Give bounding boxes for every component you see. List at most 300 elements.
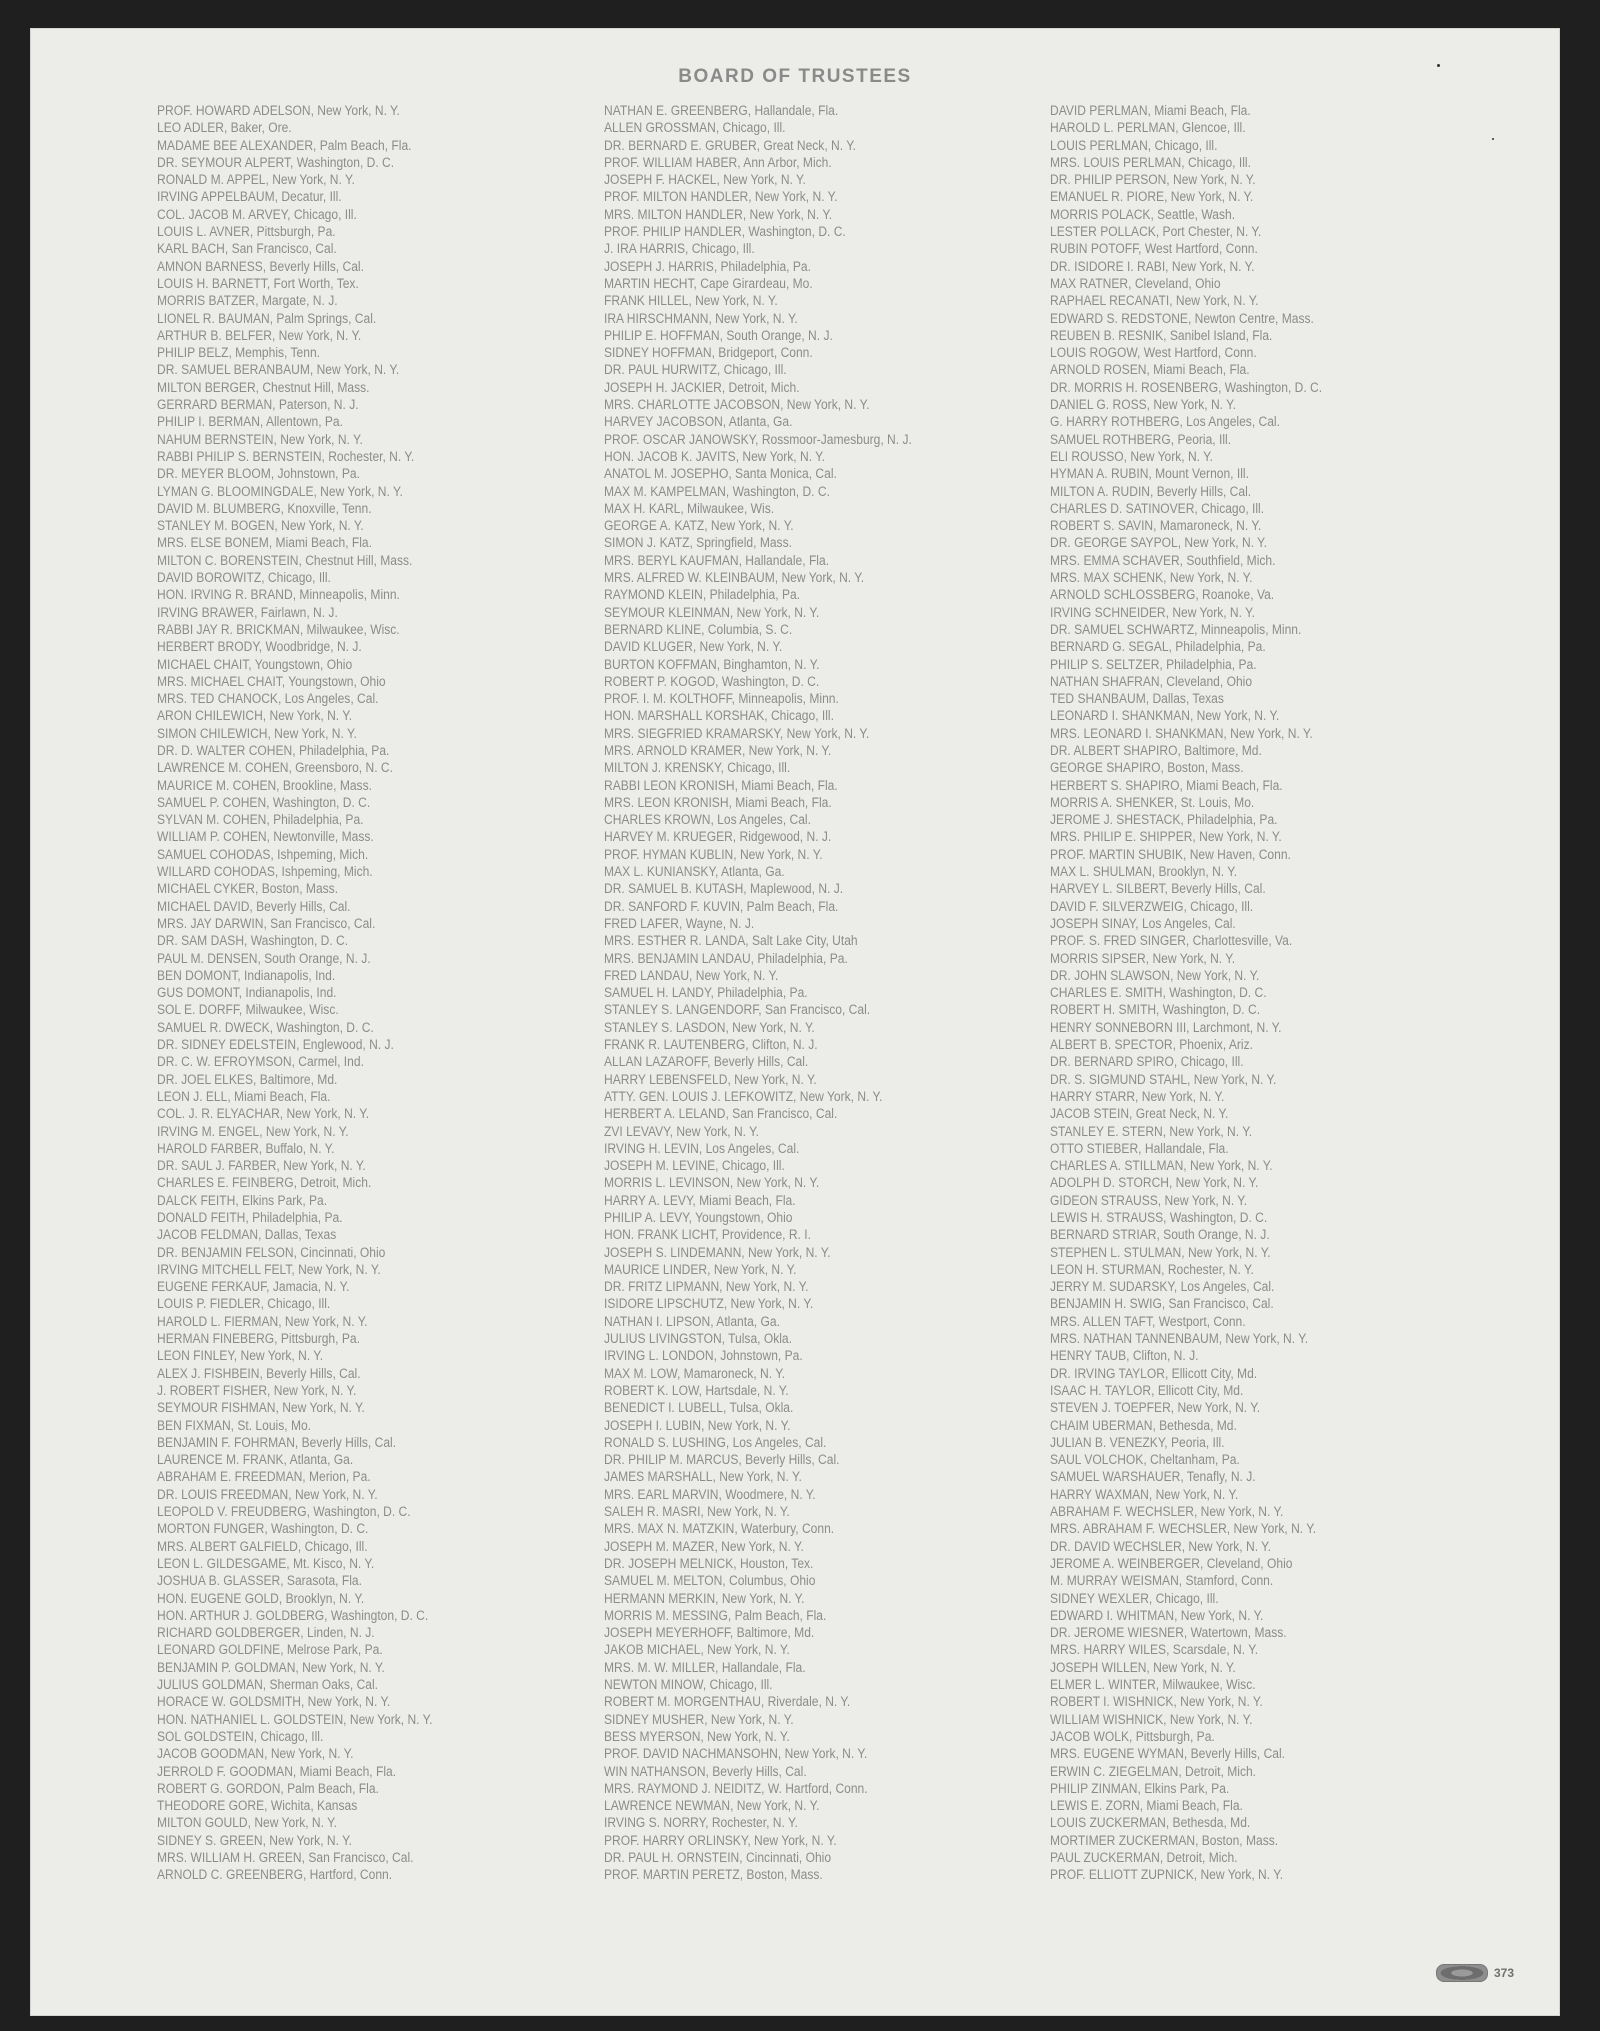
trustee-entry: ROBERT G. GORDON, Palm Beach, Fla. [157,1780,379,1796]
trustee-entry: JEROME A. WEINBERGER, Cleveland, Ohio [1050,1555,1293,1571]
trustee-entry: EUGENE FERKAUF, Jamacia, N. Y. [157,1279,350,1295]
trustee-entry: NATHAN I. LIPSON, Atlanta, Ga. [604,1313,780,1329]
trustee-entry: BENJAMIN H. SWIG, San Francisco, Cal. [1050,1296,1274,1312]
trustee-entry: NATHAN E. GREENBERG, Hallandale, Fla. [604,103,839,118]
trustee-entry: SALEH R. MASRI, New York, N. Y. [604,1504,790,1520]
trustee-entry: MRS. PHILIP E. SHIPPER, New York, N. Y. [1050,829,1282,845]
trustee-entry: CHARLES E. SMITH, Washington, D. C. [1050,985,1267,1001]
trustee-entry: DR. JOEL ELKES, Baltimore, Md. [157,1071,338,1087]
trustee-entry: CHAIM UBERMAN, Bethesda, Md. [1050,1417,1237,1433]
trustee-entry: HAROLD FARBER, Buffalo, N. Y. [157,1140,335,1156]
trustee-entry: ELMER L. WINTER, Milwaukee, Wisc. [1050,1677,1256,1693]
trustee-entry: ARTHUR B. BELFER, New York, N. Y. [157,327,362,343]
trustee-entry: IRVING S. NORRY, Rochester, N. Y. [604,1815,798,1831]
trustee-entry: LEON H. STURMAN, Rochester, N. Y. [1050,1261,1254,1277]
trustee-entry: WILLARD COHODAS, Ishpeming, Mich. [157,864,373,880]
trustee-entry: IRVING BRAWER, Fairlawn, N. J. [157,604,338,620]
trustee-entry: MRS. TED CHANOCK, Los Angeles, Cal. [157,691,379,707]
trustee-entry: ROBERT K. LOW, Hartsdale, N. Y. [604,1382,789,1398]
trustee-entry: DR. C. W. EFROYMSON, Carmel, Ind. [157,1054,364,1070]
trustee-entry: BENJAMIN F. FOHRMAN, Beverly Hills, Cal. [157,1434,397,1450]
trustee-entry: ANATOL M. JOSEPHO, Santa Monica, Cal. [604,466,837,482]
trustee-entry: PROF. ELLIOTT ZUPNICK, New York, N. Y. [1050,1867,1284,1883]
trustee-entry: RUBIN POTOFF, West Hartford, Conn. [1050,241,1258,257]
trustee-entry: DAVID M. BLUMBERG, Knoxville, Tenn. [157,500,372,516]
trustee-entry: STEVEN J. TOEPFER, New York, N. Y. [1050,1400,1261,1416]
trustee-entry: DR. SANFORD F. KUVIN, Palm Beach, Fla. [604,898,839,914]
trustee-entry: HENRY TAUB, Clifton, N. J. [1050,1348,1199,1364]
trustee-entry: CHARLES KROWN, Los Angeles, Cal. [604,812,811,828]
trustee-entry: RICHARD GOLDBERGER, Linden, N. J. [157,1625,375,1641]
trustee-entry: MRS. MAX N. MATZKIN, Waterbury, Conn. [604,1521,835,1537]
trustee-entry: IRVING M. ENGEL, New York, N. Y. [157,1123,349,1139]
trustee-entry: HERBERT BRODY, Woodbridge, N. J. [157,639,362,655]
trustee-entry: IRVING SCHNEIDER, New York, N. Y. [1050,604,1255,620]
trustee-entry: HERBERT A. LELAND, San Francisco, Cal. [604,1106,838,1122]
page-number: 373 [1493,1966,1514,1980]
trustee-entry: HON. ARTHUR J. GOLDBERG, Washington, D. C. [157,1607,429,1623]
trustee-entry: WILLIAM P. COHEN, Newtonville, Mass. [157,829,374,845]
trustee-entry: HARRY A. LEVY, Miami Beach, Fla. [604,1192,796,1208]
trustee-entry: PHILIP I. BERMAN, Allentown, Pa. [157,414,343,430]
trustee-entry: HARRY STARR, New York, N. Y. [1050,1088,1225,1104]
trustee-entry: GEORGE SHAPIRO, Boston, Mass. [1050,760,1244,776]
trustee-entry: JERROLD F. GOODMAN, Miami Beach, Fla. [157,1763,397,1779]
trustee-entry: LEWIS H. STRAUSS, Washington, D. C. [1050,1210,1268,1225]
trustee-entry: DR. SIDNEY EDELSTEIN, Englewood, N. J. [157,1037,394,1053]
trustee-entry: ROBERT I. WISHNICK, New York, N. Y. [1050,1694,1263,1710]
trustee-entry: SAMUEL ROTHBERG, Peoria, Ill. [1050,431,1232,447]
trustee-entry: HON. JACOB K. JAVITS, New York, N. Y. [604,448,826,464]
trustee-entry: MRS. LEON KRONISH, Miami Beach, Fla. [604,794,832,810]
trustee-entry: HAROLD L. FIERMAN, New York, N. Y. [157,1313,368,1329]
trustee-entry: ATTY. GEN. LOUIS J. LEFKOWITZ, New York, N. Y. [604,1088,883,1104]
trustee-entry: NAHUM BERNSTEIN, New York, N. Y. [157,431,363,447]
trustee-entry: DR. PHILIP PERSON, New York, N. Y. [1050,172,1256,188]
trustee-entry: CHARLES A. STILLMAN, New York, N. Y. [1050,1158,1273,1174]
trustee-entry: RABBI LEON KRONISH, Miami Beach, Fla. [604,777,838,793]
trustee-entry: SIMON CHILEWICH, New York, N. Y. [157,725,357,741]
trustee-entry: MRS. EARL MARVIN, Woodmere, N. Y. [604,1486,816,1502]
trustee-entry: JERRY M. SUDARSKY, Los Angeles, Cal. [1050,1279,1275,1295]
trustee-entry: MRS. NATHAN TANNENBAUM, New York, N. Y. [1050,1331,1309,1347]
trustee-entry: PROF. OSCAR JANOWSKY, Rossmoor-Jamesburg, N. J. [604,431,912,447]
trustee-entry: MRS. ESTHER R. LANDA, Salt Lake City, Utah [604,933,858,949]
trustee-entry: MRS. WILLIAM H. GREEN, San Francisco, Cal. [157,1849,414,1865]
page-title: BOARD OF TRUSTEES [678,66,912,87]
trustee-entry: SAUL VOLCHOK, Cheltanham, Pa. [1050,1452,1240,1468]
trustee-entry: DR. MEYER BLOOM, Johnstown, Pa. [157,466,360,482]
trustee-entry: PROF. MILTON HANDLER, New York, N. Y. [604,189,838,205]
trustee-entry: STEPHEN L. STULMAN, New York, N. Y. [1050,1244,1271,1260]
trustee-entry: LEON L. GILDESGAME, Mt. Kisco, N. Y. [157,1555,375,1571]
trustee-entry: MAX RATNER, Cleveland, Ohio [1050,275,1221,291]
trustee-entry: MRS. ALLEN TAFT, Westport, Conn. [1050,1313,1246,1329]
trustee-entry: DAVID BOROWITZ, Chicago, Ill. [157,570,331,586]
trustee-entry: IRA HIRSCHMANN, New York, N. Y. [604,310,798,326]
trustee-entry: EDWARD I. WHITMAN, New York, N. Y. [1050,1607,1264,1623]
trustee-entry: ISAAC H. TAYLOR, Ellicott City, Md. [1050,1382,1244,1398]
trustee-entry: MAX M. KAMPELMAN, Washington, D. C. [604,483,830,499]
trustee-entry: JOSEPH I. LUBIN, New York, N. Y. [604,1417,791,1433]
trustee-entry: MICHAEL CHAIT, Youngstown, Ohio [157,656,353,672]
trustee-entry: DR. IRVING TAYLOR, Ellicott City, Md. [1050,1365,1258,1381]
trustee-entry: ROBERT M. MORGENTHAU, Riverdale, N. Y. [604,1694,851,1710]
trustee-entry: EMANUEL R. PIORE, New York, N. Y. [1050,189,1254,205]
trustee-entry: JOSEPH WILLEN, New York, N. Y. [1050,1659,1236,1675]
trustee-entry: STANLEY E. STERN, New York, N. Y. [1050,1123,1253,1139]
trustee-entry: MORRIS A. SHENKER, St. Louis, Mo. [1050,794,1255,810]
trustee-entry: PROF. HARRY ORLINSKY, New York, N. Y. [604,1832,837,1848]
trustee-entry: HARVEY M. KRUEGER, Ridgewood, N. J. [604,829,832,845]
trustee-entry: HERMANN MERKIN, New York, N. Y. [604,1590,805,1606]
trustee-column-2 [604,102,946,1884]
trustee-entry: MICHAEL CYKER, Boston, Mass. [157,881,339,897]
trustee-entry: FRED LAFER, Wayne, N. J. [604,915,755,931]
trustee-entry: DONALD FEITH, Philadelphia, Pa. [157,1210,343,1225]
trustee-entry: CHARLES D. SATINOVER, Chicago, Ill. [1050,500,1265,516]
trustee-entry: MRS. EUGENE WYMAN, Beverly Hills, Cal. [1050,1746,1286,1762]
trustee-entry: DR. ALBERT SHAPIRO, Baltimore, Md. [1050,742,1262,758]
trustee-entry: LEO ADLER, Baker, Ore. [157,120,292,136]
trustee-entry: DR. LOUIS FREEDMAN, New York, N. Y. [157,1486,378,1502]
trustee-entry: BEN FIXMAN, St. Louis, Mo. [157,1417,312,1433]
trustee-entry: DR. BENJAMIN FELSON, Cincinnati, Ohio [157,1244,386,1260]
trustee-entry: LAWRENCE NEWMAN, New York, N. Y. [604,1798,820,1814]
trustee-entry: MILTON J. KRENSKY, Chicago, Ill. [604,760,791,776]
trustee-entry: RAPHAEL RECANATI, New York, N. Y. [1050,293,1259,309]
trustee-entry: MRS. LEONARD I. SHANKMAN, New York, N. Y. [1050,725,1313,741]
trustee-entry: SIDNEY MUSHER, New York, N. Y. [604,1711,794,1727]
trustee-entry: LOUIS ROGOW, West Hartford, Conn. [1050,345,1257,361]
trustee-entry: PROF. HOWARD ADELSON, New York, N. Y. [157,103,400,118]
trustee-entry: DR. SAM DASH, Washington, D. C. [157,933,349,949]
trustee-entry: MRS. M. W. MILLER, Hallandale, Fla. [604,1659,806,1675]
trustee-entry: MRS. JAY DARWIN, San Francisco, Cal. [157,915,376,931]
trustee-entry: BERNARD STRIAR, South Orange, N. J. [1050,1227,1270,1243]
trustee-entry: DR. PAUL HURWITZ, Chicago, Ill. [604,362,787,378]
trustee-entry: RABBI JAY R. BRICKMAN, Milwaukee, Wisc. [157,621,400,637]
trustee-entry: BURTON KOFFMAN, Binghamton, N. Y. [604,656,820,672]
trustee-entry: WILLIAM WISHNICK, New York, N. Y. [1050,1711,1253,1727]
trustee-entry: JOSEPH H. JACKIER, Detroit, Mich. [604,379,800,395]
trustee-entry: PAUL ZUCKERMAN, Detroit, Mich. [1050,1849,1238,1865]
trustee-entry: MRS. ABRAHAM F. WECHSLER, New York, N. Y. [1050,1521,1317,1537]
trustee-entry: ARON CHILEWICH, New York, N. Y. [157,708,353,724]
publisher-logo-icon [1436,1964,1488,1982]
trustee-entry: JACOB GOODMAN, New York, N. Y. [157,1746,354,1762]
trustee-entry: ISIDORE LIPSCHUTZ, New York, N. Y. [604,1296,814,1312]
trustee-entry: PROF. MARTIN PERETZ, Boston, Mass. [604,1867,823,1883]
trustee-entry: MRS. BENJAMIN LANDAU, Philadelphia, Pa. [604,950,848,966]
trustee-entry: ROBERT H. SMITH, Washington, D. C. [1050,1002,1261,1018]
trustee-column-1 [157,102,463,1884]
trustee-entry: LOUIS ZUCKERMAN, Bethesda, Md. [1050,1815,1251,1831]
trustee-entry: NEWTON MINOW, Chicago, Ill. [604,1677,773,1693]
trustee-entry: NATHAN SHAFRAN, Cleveland, Ohio [1050,673,1253,689]
trustee-entry: MRS. BERYL KAUFMAN, Hallandale, Fla. [604,552,830,568]
trustee-entry: JACOB WOLK, Pittsburgh, Pa. [1050,1728,1215,1744]
trustee-entry: DR. BERNARD SPIRO, Chicago, Ill. [1050,1054,1244,1070]
trustee-entry: DR. FRITZ LIPMANN, New York, N. Y. [604,1279,809,1295]
trustee-entry: PROF. PHILIP HANDLER, Washington, D. C. [604,224,846,240]
trustee-entry: DR. DAVID WECHSLER, New York, N. Y. [1050,1538,1272,1554]
trustee-entry: LEON FINLEY, New York, N. Y. [157,1348,324,1364]
trustee-entry: DR. SEYMOUR ALPERT, Washington, D. C. [157,154,395,170]
trustee-entry: MRS. MICHAEL CHAIT, Youngstown, Ohio [157,673,386,689]
trustee-entry: HENRY SONNEBORN III, Larchmont, N. Y. [1050,1019,1282,1035]
page-footer [1436,1964,1514,1982]
trustee-entry: PHILIP S. SELTZER, Philadelphia, Pa. [1050,656,1257,672]
trustee-entry: MRS. ARNOLD KRAMER, New York, N. Y. [604,742,832,758]
trustee-entry: BEN DOMONT, Indianapolis, Ind. [157,967,336,983]
trustee-entry: DALCK FEITH, Elkins Park, Pa. [157,1192,328,1208]
trustee-entry: J. IRA HARRIS, Chicago, Ill. [604,241,755,257]
trustee-entry: JACOB FELDMAN, Dallas, Texas [157,1227,337,1243]
trustee-entry: SAMUEL WARSHAUER, Tenafly, N. J. [1050,1469,1256,1485]
trustee-entry: DR. JOSEPH MELNICK, Houston, Tex. [604,1555,814,1571]
trustee-entry: MRS. ELSE BONEM, Miami Beach, Fla. [157,535,372,551]
trustee-entry: OTTO STIEBER, Hallandale, Fla. [1050,1140,1229,1156]
trustee-entry: PROF. MARTIN SHUBIK, New Haven, Conn. [1050,846,1291,862]
trustee-entry: BESS MYERSON, New York, N. Y. [604,1728,790,1744]
trustee-entry: DANIEL G. ROSS, New York, N. Y. [1050,397,1236,413]
trustee-entry: LIONEL R. BAUMAN, Palm Springs, Cal. [157,310,377,326]
trustee-entry: ROBERT P. KOGOD, Washington, D. C. [604,673,820,689]
trustee-entry: BENEDICT I. LUBELL, Tulsa, Okla. [604,1400,794,1416]
trustee-entry: MORRIS L. LEVINSON, New York, N. Y. [604,1175,820,1191]
trustee-entry: DR. SAUL J. FARBER, New York, N. Y. [157,1158,366,1174]
trustee-entry: LEONARD I. SHANKMAN, New York, N. Y. [1050,708,1280,724]
trustee-entry: MADAME BEE ALEXANDER, Palm Beach, Fla. [157,137,412,153]
trustee-entry: LOUIS H. BARNETT, Fort Worth, Tex. [157,275,359,291]
trustee-entry: SAMUEL M. MELTON, Columbus, Ohio [604,1573,816,1589]
trustee-entry: MAX L. KUNIANSKY, Atlanta, Ga. [604,864,785,880]
trustee-entry: LEWIS E. ZORN, Miami Beach, Fla. [1050,1798,1243,1814]
trustee-entry: LESTER POLLACK, Port Chester, N. Y. [1050,224,1262,240]
trustee-entry: HARRY WAXMAN, New York, N. Y. [1050,1486,1239,1502]
trustee-entry: MRS. CHARLOTTE JACOBSON, New York, N. Y. [604,397,870,413]
speck-mark [1437,64,1440,67]
trustee-entry: SAMUEL R. DWECK, Washington, D. C. [157,1019,374,1035]
trustee-entry: PHILIP BELZ, Memphis, Tenn. [157,345,320,361]
trustee-entry: JOSEPH S. LINDEMANN, New York, N. Y. [604,1244,831,1260]
trustee-entry: COL. J. R. ELYACHAR, New York, N. Y. [157,1106,370,1122]
trustee-entry: MRS. HARRY WILES, Scarsdale, N. Y. [1050,1642,1259,1658]
trustee-entry: MORRIS M. MESSING, Palm Beach, Fla. [604,1607,827,1623]
trustee-entry: DR. D. WALTER COHEN, Philadelphia, Pa. [157,742,390,758]
trustee-entry: ABRAHAM F. WECHSLER, New York, N. Y. [1050,1504,1284,1520]
trustee-entry: MRS. SIEGFRIED KRAMARSKY, New York, N. Y. [604,725,870,741]
trustee-entry: DAVID KLUGER, New York, N. Y. [604,639,783,655]
trustee-entry: ALLAN LAZAROFF, Beverly Hills, Cal. [604,1054,809,1070]
trustee-entry: STANLEY S. LASDON, New York, N. Y. [604,1019,815,1035]
trustee-entry: PHILIP E. HOFFMAN, South Orange, N. J. [604,327,833,343]
trustee-entry: PROF. WILLIAM HABER, Ann Arbor, Mich. [604,154,832,170]
trustee-entry: GEORGE A. KATZ, New York, N. Y. [604,518,794,534]
trustee-entry: JOSHUA B. GLASSER, Sarasota, Fla. [157,1573,362,1589]
trustee-entry: HON. FRANK LICHT, Providence, R. I. [604,1227,811,1243]
trustee-entry: SIDNEY HOFFMAN, Bridgeport, Conn. [604,345,813,361]
trustee-entry: LEOPOLD V. FREUDBERG, Washington, D. C. [157,1504,411,1520]
trustee-entry: TED SHANBAUM, Dallas, Texas [1050,691,1224,707]
trustee-entry: DR. SAMUEL SCHWARTZ, Minneapolis, Minn. [1050,621,1302,637]
trustee-entry: MORRIS POLACK, Seattle, Wash. [1050,206,1236,222]
trustee-entry: PROF. DAVID NACHMANSOHN, New York, N. Y. [604,1746,868,1762]
trustee-entry: ADOLPH D. STORCH, New York, N. Y. [1050,1175,1259,1191]
trustee-entry: ABRAHAM E. FREEDMAN, Merion, Pa. [157,1469,371,1485]
trustee-entry: SAMUEL COHODAS, Ishpeming, Mich. [157,846,369,862]
trustee-entry: HARRY LEBENSFELD, New York, N. Y. [604,1071,817,1087]
trustee-entry: JULIAN B. VENEZKY, Peoria, Ill. [1050,1434,1225,1450]
trustee-entry: GUS DOMONT, Indianapolis, Ind. [157,985,337,1001]
trustee-entry: DR. ISIDORE I. RABI, New York, N. Y. [1050,258,1255,274]
trustee-entry: PHILIP A. LEVY, Youngstown, Ohio [604,1210,793,1225]
trustee-entry: SOL GOLDSTEIN, Chicago, Ill. [157,1728,324,1744]
trustee-entry: DR. S. SIGMUND STAHL, New York, N. Y. [1050,1071,1277,1087]
trustee-entry: AMNON BARNESS, Beverly Hills, Cal. [157,258,364,274]
trustee-entry: CHARLES E. FEINBERG, Detroit, Mich. [157,1175,372,1191]
trustee-entry: MORTON FUNGER, Washington, D. C. [157,1521,369,1537]
trustee-entry: JOSEPH MEYERHOFF, Baltimore, Md. [604,1625,815,1641]
trustee-entry: DR. BERNARD E. GRUBER, Great Neck, N. Y. [604,137,857,153]
trustee-entry: SIMON J. KATZ, Springfield, Mass. [604,535,792,551]
trustee-entry: DAVID F. SILVERZWEIG, Chicago, Ill. [1050,898,1254,914]
trustee-entry: HAROLD L. PERLMAN, Glencoe, Ill. [1050,120,1246,136]
trustee-entry: JEROME J. SHESTACK, Philadelphia, Pa. [1050,812,1278,828]
trustee-entry: DR. SAMUEL BERANBAUM, New York, N. Y. [157,362,400,378]
trustee-entry: MARTIN HECHT, Cape Girardeau, Mo. [604,275,813,291]
trustee-entry: DAVID PERLMAN, Miami Beach, Fla. [1050,103,1251,118]
trustee-entry: M. MURRAY WEISMAN, Stamford, Conn. [1050,1573,1274,1589]
trustee-entry: MRS. RAYMOND J. NEIDITZ, W. Hartford, Conn. [604,1780,868,1796]
trustee-entry: DR. SAMUEL B. KUTASH, Maplewood, N. J. [604,881,844,897]
trustee-entry: WIN NATHANSON, Beverly Hills, Cal. [604,1763,807,1779]
trustee-entry: HYMAN A. RUBIN, Mount Vernon, Ill. [1050,466,1249,482]
trustee-entry: PROF. I. M. KOLTHOFF, Minneapolis, Minn. [604,691,839,707]
speck-mark [1492,138,1494,140]
trustee-entry: ALBERT B. SPECTOR, Phoenix, Ariz. [1050,1037,1253,1053]
trustee-entry: DR. PAUL H. ORNSTEIN, Cincinnati, Ohio [604,1849,832,1865]
trustee-entry: LAWRENCE M. COHEN, Greensboro, N. C. [157,760,393,776]
trustee-entry: JAKOB MICHAEL, New York, N. Y. [604,1642,790,1658]
trustee-entry: HERBERT S. SHAPIRO, Miami Beach, Fla. [1050,777,1283,793]
trustee-entry: MRS. MILTON HANDLER, New York, N. Y. [604,206,833,222]
trustee-entry: JOSEPH J. HARRIS, Philadelphia, Pa. [604,258,811,274]
trustee-entry: HON. IRVING R. BRAND, Minneapolis, Minn. [157,587,400,603]
trustee-entry: SEYMOUR FISHMAN, New York, N. Y. [157,1400,365,1416]
trustee-entry: DR. GEORGE SAYPOL, New York, N. Y. [1050,535,1268,551]
trustee-entry: SAMUEL P. COHEN, Washington, D. C. [157,794,371,810]
trustee-entry: BERNARD G. SEGAL, Philadelphia, Pa. [1050,639,1266,655]
trustee-entry: ROBERT S. SAVIN, Mamaroneck, N. Y. [1050,518,1262,534]
trustee-entry: GERRARD BERMAN, Paterson, N. J. [157,397,359,413]
trustee-entry: BENJAMIN P. GOLDMAN, New York, N. Y. [157,1659,385,1675]
trustee-entry: PHILIP ZINMAN, Elkins Park, Pa. [1050,1780,1230,1796]
trustee-entry: JOSEPH M. MAZER, New York, N. Y. [604,1538,804,1554]
trustee-entry: MILTON A. RUDIN, Beverly Hills, Cal. [1050,483,1252,499]
trustee-entry: JACOB STEIN, Great Neck, N. Y. [1050,1106,1229,1122]
trustee-entry: MORTIMER ZUCKERMAN, Boston, Mass. [1050,1832,1279,1848]
trustee-entry: REUBEN B. RESNIK, Sanibel Island, Fla. [1050,327,1273,343]
trustee-entry: ARNOLD C. GREENBERG, Hartford, Conn. [157,1867,393,1883]
trustee-entry: EDWARD S. REDSTONE, Newton Centre, Mass. [1050,310,1314,326]
trustee-entry: MAURICE M. COHEN, Brookline, Mass. [157,777,372,793]
trustee-entry: IRVING MITCHELL FELT, New York, N. Y. [157,1261,381,1277]
trustee-entry: PROF. S. FRED SINGER, Charlottesville, Va. [1050,933,1293,949]
trustee-entry: FRANK R. LAUTENBERG, Clifton, N. J. [604,1037,818,1053]
trustee-entry: ALLEN GROSSMAN, Chicago, Ill. [604,120,786,136]
trustee-entry: MILTON BERGER, Chestnut Hill, Mass. [157,379,370,395]
trustee-entry: JULIUS GOLDMAN, Sherman Oaks, Cal. [157,1677,379,1693]
trustee-entry: LOUIS L. AVNER, Pittsburgh, Pa. [157,224,336,240]
trustee-entry: FRANK HILLEL, New York, N. Y. [604,293,778,309]
trustee-entry: STANLEY S. LANGENDORF, San Francisco, Cal. [604,1002,871,1018]
trustee-entry: RONALD M. APPEL, New York, N. Y. [157,172,355,188]
trustee-entry: ZVI LEVAVY, New York, N. Y. [604,1123,759,1139]
trustee-entry: LAURENCE M. FRANK, Atlanta, Ga. [157,1452,354,1468]
trustee-entry: IRVING L. LONDON, Johnstown, Pa. [604,1348,803,1364]
trustee-entry: PROF. HYMAN KUBLIN, New York, N. Y. [604,846,823,862]
trustee-entry: J. ROBERT FISHER, New York, N. Y. [157,1382,357,1398]
trustee-entry: MRS. MAX SCHENK, New York, N. Y. [1050,570,1253,586]
trustee-entry: MICHAEL DAVID, Beverly Hills, Cal. [157,898,351,914]
trustee-entry: LOUIS PERLMAN, Chicago, Ill. [1050,137,1218,153]
trustee-entry: RONALD S. LUSHING, Los Angeles, Cal. [604,1434,827,1450]
trustee-entry: DR. JEROME WIESNER, Watertown, Mass. [1050,1625,1287,1641]
trustee-entry: SIDNEY S. GREEN, New York, N. Y. [157,1832,352,1848]
trustee-entry: HON. EUGENE GOLD, Brooklyn, N. Y. [157,1590,365,1606]
trustee-entry: HERMAN FINEBERG, Pittsburgh, Pa. [157,1331,360,1347]
trustee-entry: MRS. EMMA SCHAVER, Southfield, Mich. [1050,552,1276,568]
trustee-entry: KARL BACH, San Francisco, Cal. [157,241,337,257]
trustee-entry: THEODORE GORE, Wichita, Kansas [157,1798,358,1814]
trustee-entry: MAX M. LOW, Mamaroneck, N. Y. [604,1365,786,1381]
trustee-entry: G. HARRY ROTHBERG, Los Angeles, Cal. [1050,414,1280,430]
trustee-entry: LOUIS P. FIEDLER, Chicago, Ill. [157,1296,331,1312]
trustee-entry: HARVEY L. SILBERT, Beverly Hills, Cal. [1050,881,1266,897]
trustee-entry: MRS. LOUIS PERLMAN, Chicago, Ill. [1050,154,1251,170]
trustee-entry: JOSEPH M. LEVINE, Chicago, Ill. [604,1158,785,1174]
trustee-entry: MILTON C. BORENSTEIN, Chestnut Hill, Mass. [157,552,413,568]
document-page [30,28,1560,2016]
trustee-entry: RAYMOND KLEIN, Philadelphia, Pa. [604,587,801,603]
trustee-entry: DR. MORRIS H. ROSENBERG, Washington, D. C. [1050,379,1323,395]
trustee-entry: RABBI PHILIP S. BERNSTEIN, Rochester, N. Y. [157,448,415,464]
trustee-entry: HON. NATHANIEL L. GOLDSTEIN, New York, N. Y. [157,1711,433,1727]
trustee-entry: FRED LANDAU, New York, N. Y. [604,967,779,983]
trustee-entry: ALEX J. FISHBEIN, Beverly Hills, Cal. [157,1365,361,1381]
trustee-entry: JAMES MARSHALL, New York, N. Y. [604,1469,802,1485]
trustee-entry: DR. JOHN SLAWSON, New York, N. Y. [1050,967,1260,983]
trustee-entry: MORRIS SIPSER, New York, N. Y. [1050,950,1236,966]
trustee-entry: SYLVAN M. COHEN, Philadelphia, Pa. [157,812,364,828]
trustee-entry: PAUL M. DENSEN, South Orange, N. J. [157,950,371,966]
trustee-entry: SAMUEL H. LANDY, Philadelphia, Pa. [604,985,808,1001]
trustee-entry: MAURICE LINDER, New York, N. Y. [604,1261,797,1277]
trustee-entry: LEON J. ELL, Miami Beach, Fla. [157,1088,331,1104]
trustee-entry: IRVING APPELBAUM, Decatur, Ill. [157,189,342,205]
trustee-entry: STANLEY M. BOGEN, New York, N. Y. [157,518,364,534]
trustee-entry: LEONARD GOLDFINE, Melrose Park, Pa. [157,1642,383,1658]
trustee-entry: ERWIN C. ZIEGELMAN, Detroit, Mich. [1050,1763,1257,1779]
trustee-entry: MILTON GOULD, New York, N. Y. [157,1815,337,1831]
trustee-entry: HORACE W. GOLDSMITH, New York, N. Y. [157,1694,391,1710]
trustee-entry: BERNARD KLINE, Columbia, S. C. [604,621,793,637]
trustee-entry: COL. JACOB M. ARVEY, Chicago, Ill. [157,206,357,222]
trustee-entry: HARVEY JACOBSON, Atlanta, Ga. [604,414,793,430]
trustee-entry: SIDNEY WEXLER, Chicago, Ill. [1050,1590,1219,1606]
